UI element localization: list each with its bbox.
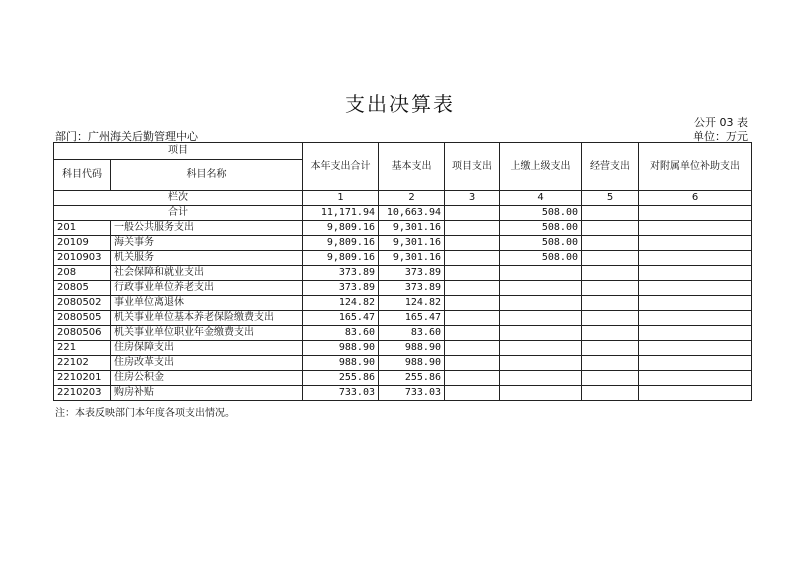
total-label: 合计 [54,206,303,221]
table-row [54,221,752,236]
cell-project-expenditure [445,236,500,251]
cell-name: 一般公共服务支出 [111,221,303,236]
cell-total: 11,171.94 [303,206,379,221]
cell-basic: 9,301.16 [379,236,445,251]
cell-basic: 124.82 [379,296,445,311]
cell-business [582,236,639,251]
cell-project-expenditure [445,266,500,281]
cell-basic: 9,301.16 [379,251,445,266]
cell-business [582,371,639,386]
cell-business [582,356,639,371]
cell-code: 2010903 [54,251,111,266]
cell-business [582,206,639,221]
cell-upper [500,356,582,371]
table-row [54,296,752,311]
table-row [54,236,752,251]
cell-business [582,251,639,266]
total-row [54,206,752,221]
cell-subsidy [639,326,752,341]
header-upper: 上缴上级支出 [500,143,582,191]
cell-basic: 165.47 [379,311,445,326]
header-business: 经营支出 [582,143,639,191]
cell-code: 2210203 [54,386,111,401]
cell-name: 行政事业单位养老支出 [111,281,303,296]
table-row [54,251,752,266]
cell-code: 20109 [54,236,111,251]
cell-code: 221 [54,341,111,356]
cell-code: 2080505 [54,311,111,326]
cell-subsidy [639,371,752,386]
cell-code: 201 [54,221,111,236]
cell-business [582,281,639,296]
cell-business [582,311,639,326]
cell-code: 2080506 [54,326,111,341]
table-row [54,386,752,401]
cell-code: 208 [54,266,111,281]
cell-name: 社会保障和就业支出 [111,266,303,281]
table-row [54,356,752,371]
cell-business [582,266,639,281]
header-subsidy: 对附属单位补助支出 [639,143,752,191]
cell-upper [500,326,582,341]
expenditure-table [53,142,752,401]
cell-subsidy [639,206,752,221]
cell-project-expenditure [445,296,500,311]
cell-upper [500,341,582,356]
cell-name: 购房补贴 [111,386,303,401]
table-row [54,371,752,386]
cell-total: 9,809.16 [303,236,379,251]
cell-project-expenditure [445,221,500,236]
header-total: 本年支出合计 [303,143,379,191]
cell-total: 733.03 [303,386,379,401]
cell-name: 住房改革支出 [111,356,303,371]
cell-project-expenditure [445,326,500,341]
cell-upper: 508.00 [500,236,582,251]
cell-project-expenditure [445,386,500,401]
cell-upper [500,281,582,296]
cell-subsidy [639,296,752,311]
cell-project-expenditure [445,281,500,296]
header-name: 科目名称 [111,160,303,191]
cell-basic: 255.86 [379,371,445,386]
cell-basic: 9,301.16 [379,221,445,236]
cell-project-expenditure [445,206,500,221]
cell-project-expenditure [445,356,500,371]
cell-total: 124.82 [303,296,379,311]
cell-name: 机关服务 [111,251,303,266]
cell-upper [500,266,582,281]
form-code: 公开 03 表 [694,116,748,129]
cell-basic: 83.60 [379,326,445,341]
table-row [54,326,752,341]
footnote: 注：本表反映部门本年度各项支出情况。 [55,408,235,419]
cell-name: 住房公积金 [111,371,303,386]
cell-subsidy [639,341,752,356]
column-index: 3 [445,191,500,206]
cell-basic: 988.90 [379,341,445,356]
column-index: 6 [639,191,752,206]
cell-code: 22102 [54,356,111,371]
column-index: 4 [500,191,582,206]
cell-upper: 508.00 [500,206,582,221]
header-project: 项目 [54,143,303,160]
cell-code: 2210201 [54,371,111,386]
cell-subsidy [639,251,752,266]
cell-upper [500,296,582,311]
cell-name: 机关事业单位职业年金缴费支出 [111,326,303,341]
cell-subsidy [639,266,752,281]
cell-subsidy [639,236,752,251]
cell-name: 住房保障支出 [111,341,303,356]
cell-total: 988.90 [303,356,379,371]
cell-business [582,341,639,356]
cell-name: 机关事业单位基本养老保险缴费支出 [111,311,303,326]
cell-project-expenditure [445,341,500,356]
table-row [54,341,752,356]
cell-code: 2080502 [54,296,111,311]
column-index: 5 [582,191,639,206]
cell-subsidy [639,281,752,296]
table-row [54,281,752,296]
cell-upper: 508.00 [500,251,582,266]
column-index: 1 [303,191,379,206]
cell-basic: 10,663.94 [379,206,445,221]
cell-basic: 733.03 [379,386,445,401]
cell-project-expenditure [445,311,500,326]
cell-total: 9,809.16 [303,251,379,266]
header-basic: 基本支出 [379,143,445,191]
cell-basic: 373.89 [379,281,445,296]
unit-label: 单位：万元 [693,130,748,143]
cell-total: 83.60 [303,326,379,341]
cell-total: 373.89 [303,266,379,281]
cell-name: 事业单位离退休 [111,296,303,311]
cell-total: 373.89 [303,281,379,296]
cell-code: 20805 [54,281,111,296]
cell-upper [500,386,582,401]
column-index-label: 栏次 [54,191,303,206]
cell-subsidy [639,356,752,371]
cell-basic: 988.90 [379,356,445,371]
cell-business [582,386,639,401]
column-index: 2 [379,191,445,206]
header-code: 科目代码 [54,160,111,191]
cell-business [582,326,639,341]
cell-name: 海关事务 [111,236,303,251]
cell-project-expenditure [445,371,500,386]
cell-total: 988.90 [303,341,379,356]
cell-subsidy [639,386,752,401]
cell-basic: 373.89 [379,266,445,281]
cell-total: 9,809.16 [303,221,379,236]
cell-business [582,296,639,311]
cell-upper [500,371,582,386]
cell-upper [500,311,582,326]
header-project-expenditure: 项目支出 [445,143,500,191]
cell-total: 165.47 [303,311,379,326]
table-row [54,311,752,326]
cell-project-expenditure [445,251,500,266]
page-title: 支出决算表 [345,92,455,116]
department-label: 部门：广州海关后勤管理中心 [55,130,198,143]
cell-subsidy [639,311,752,326]
cell-subsidy [639,221,752,236]
cell-total: 255.86 [303,371,379,386]
table-row [54,266,752,281]
cell-business [582,221,639,236]
cell-upper: 508.00 [500,221,582,236]
